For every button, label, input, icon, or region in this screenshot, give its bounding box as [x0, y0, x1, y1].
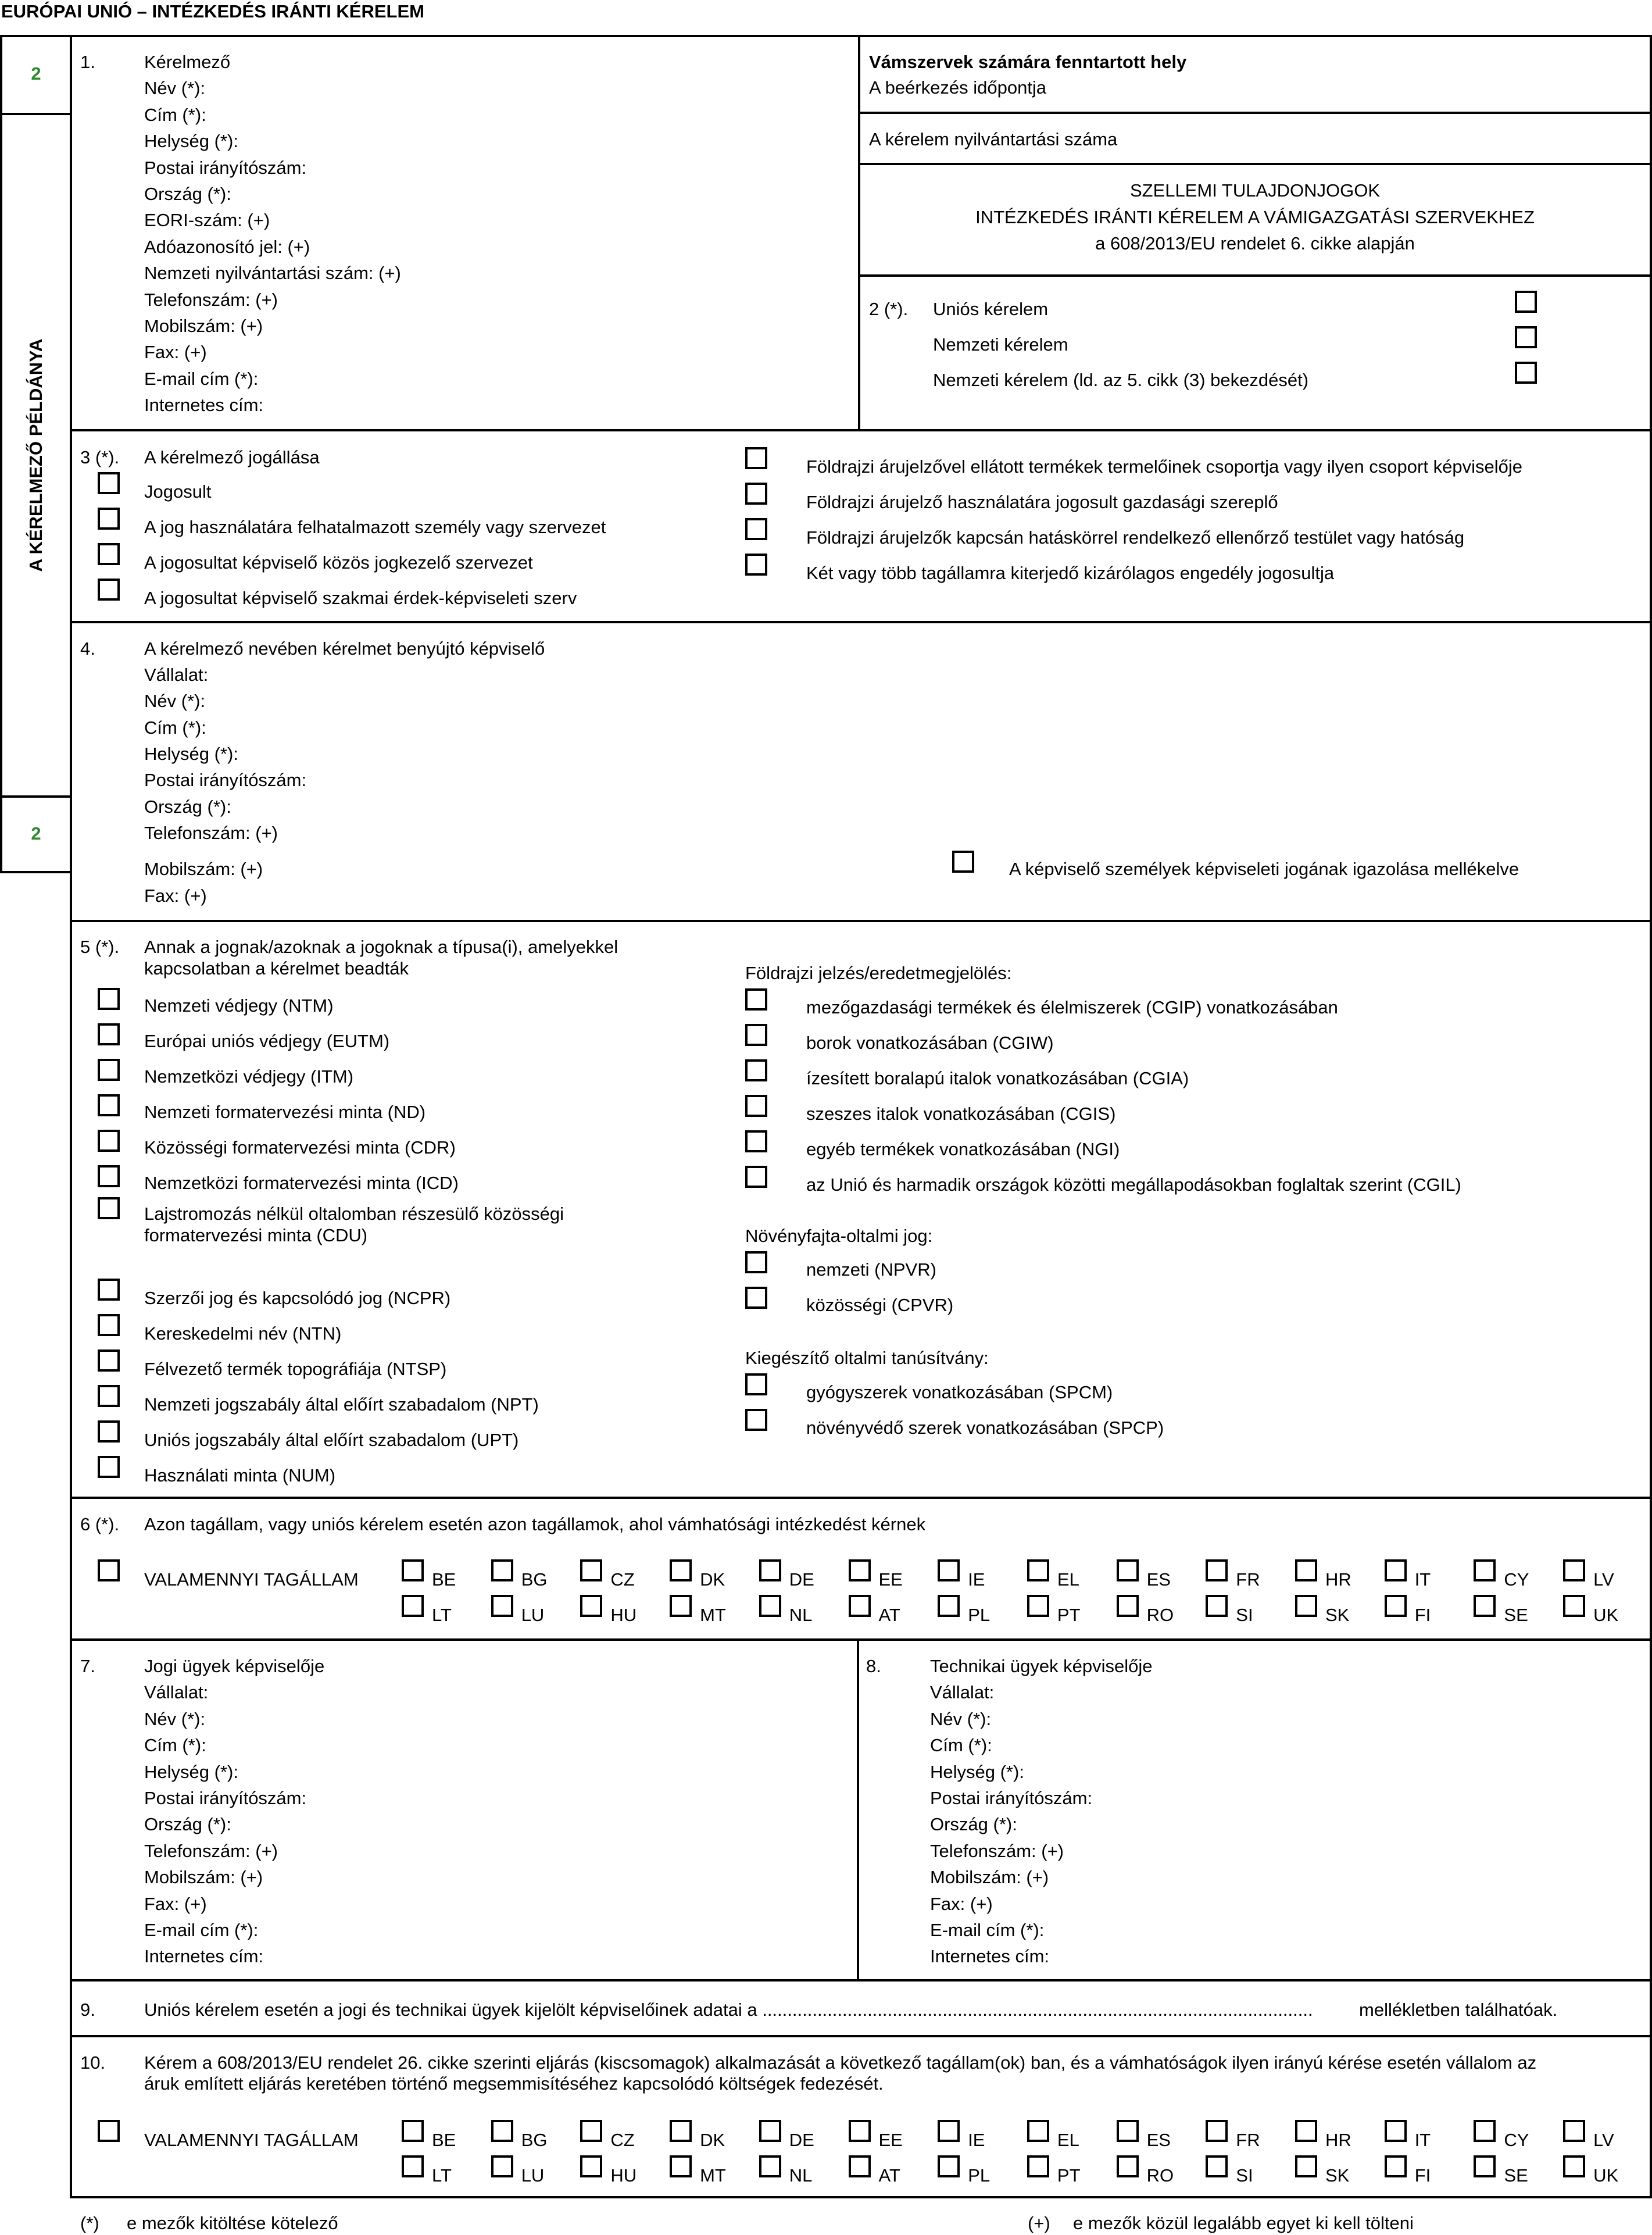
s5-geo-label: szeszes italok vonatkozásában (CGIS) — [806, 1104, 1116, 1124]
s10-state-label: SK — [1325, 2165, 1350, 2186]
s9-number: 9. — [80, 2000, 95, 2020]
s5-geo-label: ízesített boralapú italok vonatkozásában (CGIA) — [806, 1068, 1189, 1088]
s10-text-line-2: áruk említett eljárás keretében történő megsemmisítéséhez kapcsolódó költségek fedezését. — [144, 2073, 884, 2094]
s6-state-label: DK — [700, 1569, 725, 1590]
s5-right-type-checkbox[interactable] — [98, 1059, 120, 1081]
s6-state-label: EE — [878, 1569, 903, 1590]
s3-status-label: Földrajzi árujelzővel ellátott termékek termelőinek csoportja vagy ilyen csoport képviselője — [806, 456, 1522, 477]
s5-geo-label: borok vonatkozásában (CGIW) — [806, 1033, 1054, 1053]
s6-state-checkbox[interactable] — [1385, 1559, 1407, 1581]
s10-state-checkbox[interactable] — [1027, 2120, 1049, 2142]
s8-field-label: Telefonszám: (+) — [930, 1840, 1064, 1861]
s10-state-checkbox[interactable] — [580, 2155, 602, 2177]
s7-field-label: Jogi ügyek képviselője — [144, 1656, 325, 1676]
s10-state-label: AT — [878, 2165, 900, 2186]
s10-state-label: EE — [878, 2130, 903, 2150]
s10-state-label: RO — [1146, 2165, 1174, 2186]
s5-right-type-label: Európai uniós védjegy (EUTM) — [144, 1031, 390, 1051]
s7-number: 7. — [80, 1656, 95, 1676]
s10-state-label: MT — [700, 2165, 726, 2186]
s1-field-label: Fax: (+) — [144, 342, 207, 363]
footer-note-mandatory: e mezők kitöltése kötelező — [127, 2213, 338, 2233]
s7-field-label: Helység (*): — [144, 1761, 238, 1782]
s7-field-label: Ország (*): — [144, 1814, 231, 1835]
s6-state-checkbox[interactable] — [1474, 1559, 1496, 1581]
s10-state-checkbox[interactable] — [1295, 2155, 1317, 2177]
s6-state-checkbox[interactable] — [759, 1559, 781, 1581]
s10-state-label: FI — [1414, 2165, 1431, 2186]
s10-state-checkbox[interactable] — [938, 2155, 960, 2177]
s4-field-label: Név (*): — [144, 691, 206, 711]
s8-field-label: Mobilszám: (+) — [930, 1867, 1049, 1888]
s1-field-label: Mobilszám: (+) — [144, 316, 263, 336]
s10-state-label: NL — [789, 2165, 813, 2186]
s7-field-label: Telefonszám: (+) — [144, 1840, 278, 1861]
s10-state-checkbox[interactable] — [1027, 2155, 1049, 2177]
s3-status-label: Jogosult — [144, 481, 212, 502]
s2-option-checkbox[interactable] — [1515, 362, 1537, 384]
s5-geo-checkbox[interactable] — [745, 1059, 767, 1081]
s5-right-type-checkbox[interactable] — [98, 1094, 120, 1116]
s1-field-label: Cím (*): — [144, 104, 206, 125]
s2-option-checkbox[interactable] — [1515, 326, 1537, 348]
s10-state-checkbox[interactable] — [1474, 2155, 1496, 2177]
footer-note-atleastone: e mezők közül legalább egyet ki kell tölteni — [1073, 2213, 1414, 2233]
s6-state-checkbox[interactable] — [849, 1595, 871, 1617]
s5-spc-checkbox[interactable] — [745, 1373, 767, 1395]
side-left-line — [0, 35, 2, 873]
s6-state-label: SK — [1325, 1605, 1350, 1625]
s10-state-checkbox[interactable] — [1385, 2155, 1407, 2177]
form-heading-3: a 608/2013/EU rendelet 6. cikke alapján — [1095, 233, 1415, 254]
s10-state-checkbox[interactable] — [580, 2120, 602, 2142]
s6-state-label: UK — [1593, 1605, 1619, 1625]
s5-plant-label: nemzeti (NPVR) — [806, 1259, 936, 1280]
s6-state-checkbox[interactable] — [491, 1559, 513, 1581]
s10-state-label: PT — [1057, 2165, 1081, 2186]
s5-right-type-label: Nemzetközi védjegy (ITM) — [144, 1066, 354, 1087]
s10-state-checkbox[interactable] — [670, 2155, 692, 2177]
customs-line-1 — [858, 112, 1652, 114]
s6-state-checkbox[interactable] — [402, 1595, 424, 1617]
s6-state-label: MT — [700, 1605, 726, 1625]
s6-state-label: HR — [1325, 1569, 1351, 1590]
s5-right-type-label: Közösségi formatervezési minta (CDR) — [144, 1137, 456, 1158]
s10-state-label: BG — [521, 2130, 548, 2150]
s5-right-type-checkbox[interactable] — [98, 1314, 120, 1336]
s1-field-label: Név (*): — [144, 78, 206, 99]
s10-state-label: ES — [1146, 2130, 1171, 2150]
s10-state-checkbox[interactable] — [849, 2155, 871, 2177]
s6-title: Azon tagállam, vagy uniós kérelem esetén azon tagállamok, ahol vámhatósági intézkedést kérnek — [144, 1514, 926, 1534]
s5-plant-label: közösségi (CPVR) — [806, 1295, 954, 1315]
s6-state-checkbox[interactable] — [1295, 1595, 1317, 1617]
customs-registration-number: A kérelem nyilvántartási száma — [869, 129, 1118, 149]
s10-state-label: DK — [700, 2130, 725, 2150]
s1-number: 1. — [80, 52, 95, 72]
frame-bottom-line — [70, 2196, 1652, 2198]
s6-all-states-checkbox[interactable] — [98, 1559, 120, 1581]
s6-state-checkbox[interactable] — [1563, 1595, 1585, 1617]
s3-status-label: A jog használatára felhatalmazott személy vagy szervezet — [144, 517, 606, 537]
s8-field-label: Cím (*): — [930, 1735, 992, 1756]
s6-state-label: FI — [1414, 1605, 1431, 1625]
s1-field-label: Ország (*): — [144, 184, 231, 204]
s6-state-label: LV — [1593, 1569, 1614, 1590]
s1-field-label: Telefonszám: (+) — [144, 289, 278, 310]
s6-state-checkbox[interactable] — [1117, 1559, 1139, 1581]
s10-state-checkbox[interactable] — [849, 2120, 871, 2142]
s8-field-label: Postai irányítószám: — [930, 1788, 1093, 1808]
s1-field-label: Nemzeti nyilvántartási szám: (+) — [144, 263, 401, 284]
s3-status-checkbox[interactable] — [745, 447, 767, 469]
s3-status-checkbox[interactable] — [745, 483, 767, 505]
s4-field-label: Mobilszám: (+) — [144, 859, 263, 879]
s10-state-label: HU — [610, 2165, 637, 2186]
s1-field-label: EORI-szám: (+) — [144, 210, 270, 231]
s5-right-type-checkbox[interactable] — [98, 1197, 120, 1219]
s6-state-checkbox[interactable] — [1027, 1595, 1049, 1617]
s5-right-type-label: Nemzetközi formatervezési minta (ICD) — [144, 1173, 459, 1193]
s6-state-label: EL — [1057, 1569, 1079, 1590]
s10-number: 10. — [80, 2052, 106, 2073]
s4-field-label: Telefonszám: (+) — [144, 823, 278, 843]
s7-field-label: Fax: (+) — [144, 1893, 207, 1914]
s5-title-line-1: Annak a jognak/azoknak a jogoknak a típusa(i), amelyekkel — [144, 937, 618, 957]
s9-end: mellékletben találhatóak. — [1359, 2000, 1558, 2020]
s10-state-checkbox[interactable] — [938, 2120, 960, 2142]
s3-status-checkbox[interactable] — [98, 472, 120, 494]
s6-state-label: LU — [521, 1605, 545, 1625]
s10-state-checkbox[interactable] — [759, 2155, 781, 2177]
s7-field-label: Név (*): — [144, 1708, 206, 1729]
s5-geo-checkbox[interactable] — [745, 988, 767, 1011]
s8-number: 8. — [866, 1656, 881, 1676]
s2-option-label: Nemzeti kérelem (ld. az 5. cikk (3) bekezdését) — [933, 370, 1309, 390]
s5-right-type-label: Nemzeti jogszabály által előírt szabadalom (NPT) — [144, 1394, 539, 1415]
s6-state-checkbox[interactable] — [1206, 1559, 1228, 1581]
copy-number-top: 2 — [31, 63, 41, 84]
s6-state-checkbox[interactable] — [1206, 1595, 1228, 1617]
s8-field-label: Ország (*): — [930, 1814, 1017, 1835]
s4-field-label: A kérelmező nevében kérelmet benyújtó képviselő — [144, 638, 545, 659]
s10-all-states-checkbox[interactable] — [98, 2120, 120, 2142]
s5-right-type-checkbox[interactable] — [98, 1456, 120, 1478]
s10-state-label: SE — [1504, 2165, 1528, 2186]
s6-state-label: HU — [610, 1605, 637, 1625]
customs-line-2 — [858, 163, 1652, 165]
s7-field-label: Mobilszám: (+) — [144, 1867, 263, 1888]
s6-state-label: RO — [1146, 1605, 1174, 1625]
s5-right-type-label: Szerzői jog és kapcsolódó jog (NCPR) — [144, 1288, 451, 1308]
s5-right-type-checkbox[interactable] — [98, 1165, 120, 1187]
s4-proof-label: A képviselő személyek képviseleti jogának igazolása mellékelve — [1009, 859, 1519, 879]
s5-plant-checkbox[interactable] — [745, 1287, 767, 1309]
s6-state-label: BG — [521, 1569, 548, 1590]
s6-state-label: NL — [789, 1605, 813, 1625]
s4-field-label: Cím (*): — [144, 717, 206, 738]
s4-field-label: Postai irányítószám: — [144, 770, 307, 790]
s6-state-checkbox[interactable] — [491, 1595, 513, 1617]
s6-state-checkbox[interactable] — [1385, 1595, 1407, 1617]
copy-vertical-label: A KÉRELMEZŐ PÉLDÁNYA — [26, 338, 46, 572]
s10-state-checkbox[interactable] — [1206, 2120, 1228, 2142]
s5-spc-label: gyógyszerek vonatkozásában (SPCM) — [806, 1382, 1113, 1402]
s4-number: 4. — [80, 638, 95, 659]
s5-right-type-label: Nemzeti védjegy (NTM) — [144, 995, 334, 1016]
s3-status-checkbox[interactable] — [745, 554, 767, 576]
s1-field-label: Adóazonosító jel: (+) — [144, 236, 310, 257]
s10-state-label: CY — [1504, 2130, 1529, 2150]
s10-state-label: HR — [1325, 2130, 1351, 2150]
s4-field-label: Helység (*): — [144, 744, 238, 764]
s8-field-label: Fax: (+) — [930, 1893, 993, 1914]
form-heading-2: INTÉZKEDÉS IRÁNTI KÉRELEM A VÁMIGAZGATÁSI SZERVEKHEZ — [975, 207, 1535, 227]
form-heading-1: SZELLEMI TULAJDONJOGOK — [1129, 180, 1381, 201]
s5-geo-label: az Unió és harmadik országok közötti megállapodásokban foglaltak szerint (CGIL) — [806, 1174, 1461, 1195]
s8-field-label: Internetes cím: — [930, 1946, 1050, 1967]
s10-state-checkbox[interactable] — [1474, 2120, 1496, 2142]
s5-geo-label: egyéb termékek vonatkozásában (NGI) — [806, 1139, 1120, 1159]
s3-status-label: Földrajzi árujelzők kapcsán hatáskörrel rendelkező ellenőrző testület vagy hatóság — [806, 527, 1465, 548]
s3-status-checkbox[interactable] — [98, 543, 120, 565]
s10-state-label: IE — [968, 2130, 985, 2150]
s6-state-checkbox[interactable] — [402, 1559, 424, 1581]
s1-field-label: Kérelmező — [144, 52, 231, 72]
s5-geo-label: mezőgazdasági termékek és élelmiszerek (CGIP) vonatkozásában — [806, 997, 1338, 1017]
s4-field-label: Vállalat: — [144, 665, 209, 685]
s7-s8-divider — [857, 1638, 859, 1981]
s5-right-type-checkbox[interactable] — [98, 988, 120, 1010]
s1-field-label: Internetes cím: — [144, 395, 264, 416]
s6-state-checkbox[interactable] — [1295, 1559, 1317, 1581]
s6-state-label: BE — [432, 1569, 456, 1590]
s6-state-label: CY — [1504, 1569, 1529, 1590]
s6-state-checkbox[interactable] — [1117, 1595, 1139, 1617]
s6-state-checkbox[interactable] — [1474, 1595, 1496, 1617]
s10-state-label: LU — [521, 2165, 545, 2186]
s7-field-label: Vállalat: — [144, 1682, 209, 1703]
s3-top-line — [70, 429, 1652, 431]
s5-title-line-2: kapcsolatban a kérelmet beadták — [144, 958, 409, 979]
s10-state-label: CZ — [610, 2130, 635, 2150]
s9-text: Uniós kérelem esetén a jogi és technikai ügyek kijelölt képviselőinek adatai a .............................................................................................................. — [144, 2000, 1313, 2020]
s8-field-label: Technikai ügyek képviselője — [930, 1656, 1153, 1676]
s7-field-label: Internetes cím: — [144, 1946, 264, 1967]
s6-state-label: LT — [432, 1605, 452, 1625]
s3-status-label: Két vagy több tagállamra kiterjedő kizárólagos engedély jogosultja — [806, 563, 1335, 583]
s5-right-type-checkbox[interactable] — [98, 1279, 120, 1301]
s1-field-label: E-mail cím (*): — [144, 368, 259, 389]
s1-field-label: Postai irányítószám: — [144, 157, 307, 178]
s6-state-checkbox[interactable] — [670, 1559, 692, 1581]
s4-top-line — [70, 621, 1652, 623]
s5-geo-checkbox[interactable] — [745, 1130, 767, 1152]
s3-status-checkbox[interactable] — [98, 508, 120, 530]
s10-state-checkbox[interactable] — [1295, 2120, 1317, 2142]
s10-state-checkbox[interactable] — [402, 2120, 424, 2142]
side-end-line — [0, 871, 72, 873]
s7-field-label: E-mail cím (*): — [144, 1920, 259, 1940]
side-top-divider — [0, 113, 72, 115]
s4-field-label: Fax: (+) — [144, 886, 207, 906]
s5-plant-title: Növényfajta-oltalmi jog: — [745, 1226, 933, 1246]
s10-state-checkbox[interactable] — [491, 2120, 513, 2142]
s6-state-checkbox[interactable] — [670, 1595, 692, 1617]
frame-top-line — [0, 35, 1652, 37]
s10-state-checkbox[interactable] — [402, 2155, 424, 2177]
s10-state-checkbox[interactable] — [1117, 2120, 1139, 2142]
s3-status-label: A jogosultat képviselő szakmai érdek-képviseleti szerv — [144, 588, 577, 608]
s5-right-type-checkbox[interactable] — [98, 1385, 120, 1407]
s5-right-type-checkbox[interactable] — [98, 1420, 120, 1443]
s5-right-type-label: formatervezési minta (CDU) — [144, 1225, 368, 1245]
customs-reserved-heading: Vámszervek számára fenntartott hely — [869, 52, 1187, 72]
footer-mark-atleastone: (+) — [1028, 2213, 1050, 2233]
s6-state-label: IT — [1414, 1569, 1431, 1590]
s10-text-line-1: Kérem a 608/2013/EU rendelet 26. cikke szerinti eljárás (kiscsomagok) alkalmazását a következő tagállam(ok) ban, és a vámhatóságok ilyen irányú kérése esetén vállalom az — [144, 2052, 1537, 2073]
s5-right-type-checkbox[interactable] — [98, 1130, 120, 1152]
s5-spc-title: Kiegészítő oltalmi tanúsítvány: — [745, 1348, 989, 1368]
s6-state-label: SI — [1236, 1605, 1253, 1625]
s6-number: 6 (*). — [80, 1514, 120, 1534]
s10-state-checkbox[interactable] — [670, 2120, 692, 2142]
s6-state-label: CZ — [610, 1569, 635, 1590]
s3-title: A kérelmező jogállása — [144, 447, 320, 467]
s5-right-type-label: Félvezető termék topográfiája (NTSP) — [144, 1359, 447, 1379]
s6-top-line — [70, 1497, 1652, 1499]
s6-state-checkbox[interactable] — [938, 1559, 960, 1581]
s3-status-checkbox[interactable] — [745, 518, 767, 540]
s10-state-label: UK — [1593, 2165, 1619, 2186]
s7-field-label: Cím (*): — [144, 1735, 206, 1756]
s5-geo-title: Földrajzi jelzés/eredetmegjelölés: — [745, 963, 1012, 983]
s2-option-label: Uniós kérelem — [933, 299, 1049, 319]
s6-state-checkbox[interactable] — [1563, 1559, 1585, 1581]
s10-state-label: PL — [968, 2165, 991, 2186]
s10-state-checkbox[interactable] — [491, 2155, 513, 2177]
s10-state-label: IT — [1414, 2130, 1431, 2150]
s5-geo-checkbox[interactable] — [745, 1166, 767, 1188]
s5-right-type-label: Lajstromozás nélkül oltalomban részesülő közösségi — [144, 1204, 564, 1224]
main-right-line — [1650, 35, 1652, 2198]
s10-state-label: SI — [1236, 2165, 1253, 2186]
s5-right-type-label: Uniós jogszabály által előírt szabadalom (UPT) — [144, 1430, 519, 1450]
s8-field-label: Vállalat: — [930, 1682, 995, 1703]
s10-state-label: LV — [1593, 2130, 1614, 2150]
s6-state-label: IE — [968, 1569, 985, 1590]
s5-spc-checkbox[interactable] — [745, 1409, 767, 1431]
s2-option-label: Nemzeti kérelem — [933, 334, 1068, 355]
s9-top-line — [70, 1979, 1652, 1981]
s5-right-type-label: Nemzeti formatervezési minta (ND) — [144, 1102, 426, 1122]
s2-option-checkbox[interactable] — [1515, 291, 1537, 313]
s5-geo-checkbox[interactable] — [745, 1024, 767, 1046]
s8-field-label: E-mail cím (*): — [930, 1920, 1045, 1940]
footer-mark-mandatory: (*) — [80, 2213, 99, 2233]
s3-status-checkbox[interactable] — [98, 579, 120, 601]
s6-state-checkbox[interactable] — [759, 1595, 781, 1617]
s10-state-checkbox[interactable] — [1385, 2120, 1407, 2142]
copy-number-bottom: 2 — [31, 823, 41, 844]
s5-right-type-label: Kereskedelmi név (NTN) — [144, 1323, 342, 1344]
s10-state-label: LT — [432, 2165, 452, 2186]
s6-state-checkbox[interactable] — [580, 1595, 602, 1617]
s5-top-line — [70, 920, 1652, 922]
s10-state-label: BE — [432, 2130, 456, 2150]
s10-state-label: FR — [1236, 2130, 1260, 2150]
s5-plant-checkbox[interactable] — [745, 1251, 767, 1273]
s10-state-checkbox[interactable] — [1563, 2155, 1585, 2177]
s10-state-checkbox[interactable] — [1117, 2155, 1139, 2177]
s5-spc-label: növényvédő szerek vonatkozásában (SPCP) — [806, 1418, 1164, 1438]
form-title: EURÓPAI UNIÓ – INTÉZKEDÉS IRÁNTI KÉRELEM — [1, 1, 424, 22]
s1-right-divider — [858, 35, 860, 430]
s8-field-label: Név (*): — [930, 1708, 992, 1729]
s6-state-checkbox[interactable] — [1027, 1559, 1049, 1581]
s10-state-checkbox[interactable] — [1206, 2155, 1228, 2177]
s10-top-line — [70, 2035, 1652, 2037]
s5-geo-checkbox[interactable] — [745, 1095, 767, 1117]
s6-all-states-label: VALAMENNYI TAGÁLLAM — [144, 1569, 359, 1590]
s2-number: 2 (*). — [869, 299, 909, 319]
s6-state-label: SE — [1504, 1605, 1528, 1625]
s3-status-label: Földrajzi árujelző használatára jogosult gazdasági szereplő — [806, 492, 1278, 512]
s6-state-label: ES — [1146, 1569, 1171, 1590]
side-bottom-divider — [0, 795, 72, 798]
s8-field-label: Helység (*): — [930, 1761, 1024, 1782]
s6-state-label: DE — [789, 1569, 814, 1590]
s6-state-label: AT — [878, 1605, 900, 1625]
s10-state-checkbox[interactable] — [1563, 2120, 1585, 2142]
s6-state-label: PL — [968, 1605, 991, 1625]
s6-state-checkbox[interactable] — [580, 1559, 602, 1581]
s5-right-type-checkbox[interactable] — [98, 1349, 120, 1372]
customs-arrival-date: A beérkezés időpontja — [869, 77, 1047, 98]
s7-field-label: Postai irányítószám: — [144, 1788, 307, 1808]
s6-state-checkbox[interactable] — [938, 1595, 960, 1617]
s6-state-checkbox[interactable] — [849, 1559, 871, 1581]
s5-right-type-label: Használati minta (NUM) — [144, 1465, 336, 1486]
s7-top-line — [70, 1638, 1652, 1641]
s4-field-label: Ország (*): — [144, 797, 231, 817]
s10-state-label: DE — [789, 2130, 814, 2150]
s3-number: 3 (*). — [80, 447, 120, 467]
s4-proof-checkbox[interactable] — [952, 851, 974, 873]
s10-state-checkbox[interactable] — [759, 2120, 781, 2142]
s10-all-states-label: VALAMENNYI TAGÁLLAM — [144, 2130, 359, 2150]
s1-field-label: Helység (*): — [144, 131, 238, 152]
s5-number: 5 (*). — [80, 937, 120, 957]
customs-line-3 — [858, 274, 1652, 277]
s10-state-label: EL — [1057, 2130, 1079, 2150]
s5-right-type-checkbox[interactable] — [98, 1023, 120, 1045]
main-left-line — [70, 35, 72, 2198]
s6-state-label: FR — [1236, 1569, 1260, 1590]
s3-status-label: A jogosultat képviselő közös jogkezelő szervezet — [144, 552, 533, 573]
s6-state-label: PT — [1057, 1605, 1081, 1625]
